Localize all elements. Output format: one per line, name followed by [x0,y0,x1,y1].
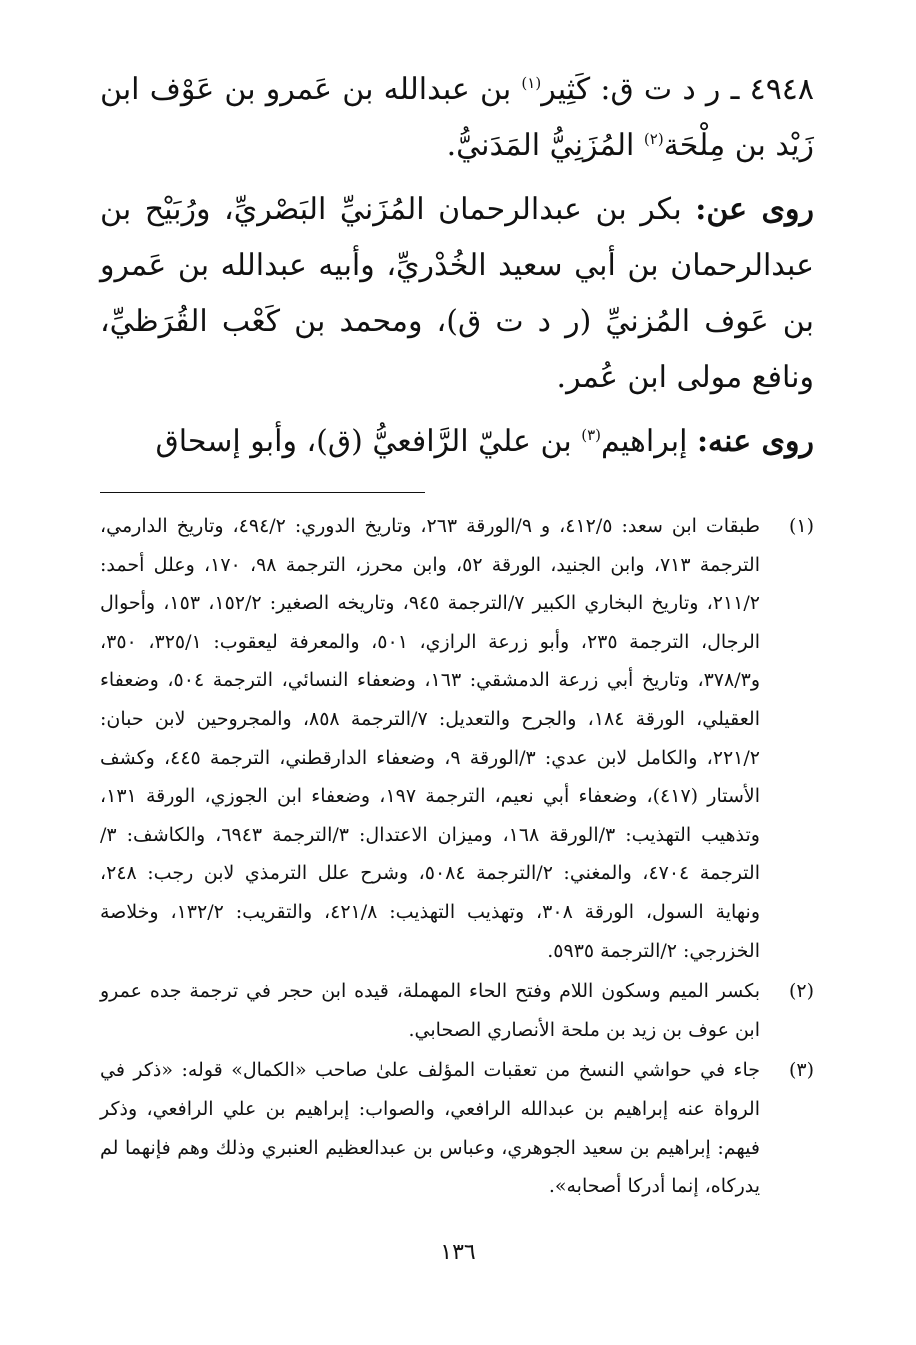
entry-header [100,62,814,174]
footnote-3 [100,1051,814,1205]
narrated-by [100,414,814,470]
entry-name: كَثِير [541,72,591,107]
page-number: ١٣٦ [440,1240,476,1265]
narrated-by-text-b: بن عليّ الرَّافعيُّ (ق)، وأبو إسحاق [155,424,572,459]
narrated-from [100,182,814,406]
narrated-by-label: روى عنه: [696,424,814,459]
footnote-text: طبقات ابن سعد: ٤١٢/٥، و ٩/الورقة ٢٦٣، وتاريخ الدوري: ٤٩٤/٢، وتاريخ الدارمي، الترجمة ٧١٣، وابن الجنيد، الورقة ٥٢، وابن محرز، الترجمة ٩٨، ١٧٠، وعلل أحمد: ٢١١/٢، وتاريخ البخاري الكبير ٧/الترجمة ٩٤٥، وتاريخه الصغير: ١٥٢/٢، ١٥٣، وأحوال الرجال، الترجمة ٢٣٥، وأبو زرعة الرازي، ٥٠١، والمعرفة ليعقوب: ٣٢٥/١، ٣٥٠، و٣٧٨/٣، وتاريخ أبي زرعة الدمشقي: ١٦٣، وضعفاء النسائي، الترجمة ٥٠٤، وضعفاء العقيلي، الورقة ١٨٤، والجرح والتعديل: ٧/الترجمة ٨٥٨، والمجروحين لابن حبان: ٢٢١/٢، والكامل لابن عدي: ٣/الورقة ٩، وضعفاء الدارقطني، الترجمة ٤٤٥، وكشف الأستار (٤١٧)، وضعفاء أبي نعيم، الترجمة ١٩٧، وضعفاء ابن الجوزي، الورقة ١٣١، وتذهيب التهذيب: ٣/الورقة ١٦٨، وميزان الاعتدال: ٣/الترجمة ٦٩٤٣، والكاشف: ٣/الترجمة ٤٧٠٤، والمغني: ٢/الترجمة ٥٠٨٤، وشرح علل الترمذي لابن رجب: ٢٤٨، ونهاية السول، الورقة ٣٠٨، وتهذيب التهذيب: ٤٢١/٨، والتقريب: ١٣٢/٢، وخلاصة الخزرجي: ٢/الترجمة ٥٩٣٥. [100,515,761,962]
footnote-number: (١) [788,515,814,537]
narrated-by-text-a: إبراهيم [601,424,688,459]
footnote-text: جاء في حواشي النسخ من تعقبات المؤلف علىٰ صاحب «الكمال» قوله: «ذكر في الرواة عنه إبراهيم بن عبدالله الرافعي، والصواب: إبراهيم بن علي الرافعي، وذكر فيهم: إبراهيم بن سعيد الجوهري، وعباس بن عبدالعظيم العنبري وذلك وهم فإنهما لم يدركاه، إنما أدركا أصحابه». [100,1059,760,1198]
narrated-from-label: روى عن: [695,192,814,227]
main-text [100,62,814,470]
footnote-separator [100,492,425,493]
footnote-number: (٢) [788,980,814,1003]
entry-lineage: بن عبدالله بن عَمرو بن عَوْف [149,72,512,107]
entry-nisba: المُزَنِيُّ المَدَنيُّ. [446,128,635,163]
footnote-number: (٣) [788,1059,814,1082]
narrated-from-text: بكر بن عبدالرحمان المُزَنيِّ البَصْريِّ، ورُبَيْح بن عبدالرحمان بن أبي سعيد الخُدْريِّ، وأبيه عبدالله بن عَمرو بن عَوف المُزنيِّ (ر د ت ق)، ومحمد بن كَعْب القُرَظيِّ، ونافع مولى ابن عُمر. [100,192,814,395]
footnotes [100,507,814,1206]
footnote-text: بكسر الميم وسكون اللام وفتح الحاء المهملة، قيده ابن حجر في ترجمة جده عمرو ابن عوف بن زيد بن ملحة الأنصاري الصحابي. [100,980,760,1041]
entry-codes: ـ ر د ت ق: [600,72,740,107]
footnote-2 [100,972,814,1049]
footnote-1 [100,507,814,970]
entry-lineage-cont: ابن زَيْد بن مِلْحَة [100,72,814,163]
entry-number: ٤٩٤٨ [749,72,815,107]
footnote-marker-1: (١) [521,74,542,92]
footnote-marker-3: (٣) [581,426,602,444]
footnote-marker-2: (٢) [643,130,664,148]
